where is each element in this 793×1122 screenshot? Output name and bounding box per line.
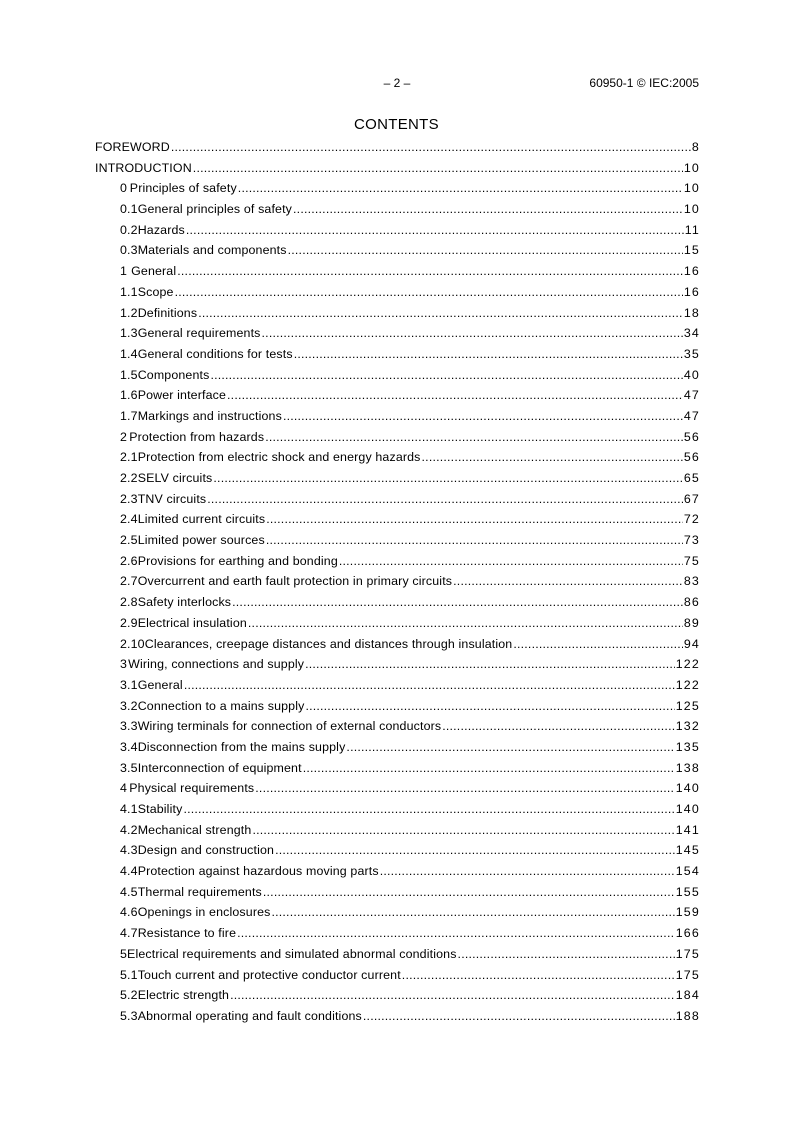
toc-entry-label: Provisions for earthing and bonding (137, 553, 338, 568)
toc-entry-number: 5 (120, 946, 128, 961)
toc-entry-number: 4.7 (120, 926, 138, 941)
toc-entry[interactable] (95, 758, 699, 779)
page-title: CONTENTS (354, 116, 439, 133)
toc-entry-number: 0.1 (120, 202, 138, 217)
dot-leader (422, 447, 683, 468)
toc-entry-label: Disconnection from the mains supply (137, 739, 346, 754)
toc-entry-label: Connection to a mains supply (137, 698, 305, 713)
toc-entry[interactable] (95, 282, 699, 303)
dot-leader (207, 489, 683, 510)
toc-entry[interactable] (95, 923, 699, 944)
toc-entry-page: 86 (683, 595, 700, 610)
dot-leader (213, 468, 682, 489)
toc-entry[interactable] (95, 489, 699, 510)
toc-entry[interactable] (95, 799, 699, 820)
toc-entry-page: 35 (683, 346, 700, 361)
toc-entry[interactable] (95, 344, 699, 365)
toc-entry[interactable] (95, 882, 699, 903)
toc-entry-page: 145 (675, 843, 700, 858)
toc-entry-page: 75 (683, 553, 700, 568)
dot-leader (305, 696, 674, 717)
toc-entry-page: 15 (683, 243, 700, 258)
toc-entry-label: Abnormal operating and fault conditions (137, 1008, 362, 1023)
toc-entry[interactable] (95, 820, 699, 841)
dot-leader (339, 551, 683, 572)
toc-entry-number: 2 (120, 429, 128, 444)
toc-entry-page: 166 (675, 926, 700, 941)
toc-entry-number: 2.5 (120, 533, 138, 548)
toc-entry-number: 2.4 (120, 512, 138, 527)
dot-leader (183, 799, 674, 820)
dot-leader (263, 882, 675, 903)
toc-entry-number: 2.7 (120, 574, 138, 589)
toc-entry-page: 56 (683, 429, 700, 444)
toc-entry-page: 11 (684, 222, 700, 237)
toc-entry-number: 2.9 (120, 615, 138, 630)
toc-entry-label: Protection from hazards (129, 429, 265, 444)
dot-leader (238, 178, 683, 199)
dot-leader (227, 385, 683, 406)
toc-entry-number: 0.2 (120, 222, 138, 237)
toc-entry-page: 56 (683, 450, 700, 465)
toc-entry-label: Materials and components (137, 243, 287, 258)
toc-entry-page: 65 (683, 471, 700, 485)
dot-leader (255, 778, 674, 799)
toc-entry-number: 1.1 (120, 284, 138, 299)
toc-entry[interactable] (95, 406, 699, 427)
toc-entry-number: 4.3 (120, 843, 138, 858)
toc-entry-label: INTRODUCTION (95, 160, 192, 175)
toc-entry-label: Overcurrent and earth fault protection in primary circuits (137, 574, 453, 589)
toc-entry-page: 140 (675, 781, 700, 796)
toc-entry-label: FOREWORD (95, 140, 170, 154)
toc-entry-page: 140 (675, 802, 700, 816)
toc-entry-label: Mechanical strength (137, 822, 252, 837)
toc-entry-number: 2.8 (120, 595, 138, 610)
toc-entry[interactable] (95, 427, 699, 448)
dot-leader (193, 158, 683, 179)
page-header (95, 76, 699, 94)
dot-leader (175, 282, 683, 303)
dot-leader (305, 654, 675, 675)
toc-entry-number: 3.5 (120, 760, 138, 775)
toc-entry-label: Stability (137, 802, 183, 816)
dot-leader (442, 716, 674, 737)
toc-entry-page: 34 (683, 326, 700, 341)
toc-entry[interactable] (95, 385, 699, 406)
toc-entry-number: 3 (120, 657, 128, 672)
toc-entry-label: General conditions for tests (137, 346, 293, 361)
toc-entry[interactable] (95, 158, 699, 179)
toc-entry[interactable] (95, 220, 699, 241)
toc-entry[interactable] (95, 902, 699, 923)
toc-entry-page: 83 (683, 574, 700, 589)
toc-entry-page: 16 (683, 264, 700, 279)
toc-entry[interactable] (95, 613, 699, 634)
toc-entry-number: 1.2 (120, 305, 138, 320)
toc-entry-page: 155 (675, 884, 700, 899)
toc-entry[interactable] (95, 571, 699, 592)
toc-entry-number: 1.3 (120, 326, 138, 341)
toc-entry[interactable] (95, 240, 699, 261)
toc-entry-label: Power interface (137, 388, 227, 403)
toc-entry-page: 135 (675, 739, 700, 754)
toc-entry-label: Interconnection of equipment (137, 760, 302, 775)
toc-entry-page: 89 (683, 615, 700, 630)
toc-entry[interactable] (95, 654, 699, 675)
toc-entry[interactable] (95, 551, 699, 572)
dot-leader (288, 240, 683, 261)
dot-leader (248, 613, 683, 634)
toc-entry-page: 138 (675, 760, 700, 775)
toc-entry-number: 2.1 (120, 450, 138, 465)
toc-entry[interactable] (95, 778, 699, 799)
toc-entry-number: 2.2 (120, 471, 138, 485)
toc-entry[interactable] (95, 1006, 699, 1027)
toc-entry-label: Resistance to fire (137, 926, 237, 941)
toc-entry[interactable] (95, 178, 699, 199)
dot-leader (198, 303, 683, 324)
dot-leader (513, 634, 682, 655)
toc-entry-label: Design and construction (137, 843, 275, 858)
toc-entry-number: 3.4 (120, 739, 138, 754)
toc-entry[interactable] (95, 323, 699, 344)
toc-entry-number: 1.6 (120, 388, 138, 403)
toc-entry-label: Electrical requirements and simulated abnormal conditions (127, 946, 457, 961)
toc-entry-number: 3.3 (120, 719, 138, 734)
toc-entry-label: Markings and instructions (137, 408, 282, 423)
toc-entry-page: 73 (683, 533, 700, 548)
toc-entry[interactable] (95, 716, 699, 737)
toc-entry-label: Hazards (137, 222, 185, 237)
toc-entry[interactable] (95, 468, 699, 489)
dot-leader (186, 220, 684, 241)
toc-entry-number: 4.4 (120, 864, 138, 879)
toc-entry-number: 0.3 (120, 243, 138, 258)
toc-entry-number: 2.10 (120, 636, 145, 651)
toc-entry[interactable] (95, 509, 699, 530)
toc-entry[interactable] (95, 634, 699, 655)
dot-leader (363, 1006, 675, 1027)
toc-entry-number: 1 (120, 264, 128, 279)
toc-entry-page: 10 (683, 202, 700, 217)
toc-entry-label: Electrical insulation (137, 615, 247, 630)
toc-entry[interactable] (95, 840, 699, 861)
toc-entry-page: 122 (675, 657, 700, 672)
toc-entry-label: General principles of safety (137, 202, 293, 217)
toc-entry-label: Limited power sources (137, 533, 265, 548)
toc-entry[interactable] (95, 944, 699, 965)
toc-entry-number: 4 (120, 781, 128, 796)
toc-entry-number: 5.3 (120, 1008, 138, 1023)
toc-entry-page: 67 (683, 491, 700, 506)
toc-entry-label: Wiring terminals for connection of external conductors (137, 719, 442, 734)
toc-entry-number: 1.5 (120, 367, 138, 382)
toc-entry-label: Physical requirements (129, 781, 255, 796)
toc-entry-page: 154 (675, 864, 700, 879)
dot-leader (275, 840, 675, 861)
dot-leader (184, 675, 675, 696)
toc-entry-number: 2.6 (120, 553, 138, 568)
toc-entry[interactable] (95, 965, 699, 986)
toc-entry-label: Safety interlocks (137, 595, 232, 610)
toc-entry[interactable] (95, 861, 699, 882)
toc-entry-page: 8 (691, 140, 700, 154)
toc-entry-page: 10 (683, 160, 700, 175)
toc-entry-number: 3.1 (120, 677, 138, 692)
page-number: – 2 – (383, 76, 411, 90)
toc-entry-page: 188 (675, 1008, 700, 1023)
toc-entry[interactable] (95, 303, 699, 324)
toc-entry-number: 0 (120, 181, 128, 196)
toc-entry-page: 72 (683, 512, 700, 527)
toc-entry[interactable] (95, 199, 699, 220)
dot-leader (210, 365, 682, 386)
dot-leader (271, 902, 674, 923)
toc-entry-number: 4.2 (120, 822, 138, 837)
toc-entry-label: General (137, 677, 183, 692)
toc-entry-page: 40 (683, 367, 700, 382)
toc-entry[interactable] (95, 530, 699, 551)
dot-leader (293, 199, 683, 220)
toc-entry-label: Touch current and protective conductor current (137, 967, 401, 982)
toc-entry-label: Wiring, connections and supply (128, 657, 305, 672)
toc-entry[interactable] (95, 447, 699, 468)
toc-entry-page: 16 (683, 284, 700, 299)
toc-entry-page: 10 (683, 181, 700, 196)
toc-entry-page: 159 (675, 905, 700, 920)
toc-entry-label: Scope (137, 284, 174, 299)
toc-entry[interactable] (95, 696, 699, 717)
toc-entry-page: 122 (675, 677, 700, 692)
dot-leader (283, 406, 683, 427)
toc-entry-page: 141 (675, 822, 700, 837)
toc-entry-label: Openings in enclosures (137, 905, 271, 920)
toc-entry[interactable] (95, 365, 699, 386)
dot-leader (266, 530, 683, 551)
toc-entry-page: 125 (675, 698, 700, 713)
toc-entry-label: Protection against hazardous moving parts (137, 864, 379, 879)
toc-entry-number: 1.4 (120, 346, 138, 361)
toc-entry-number: 4.6 (120, 905, 138, 920)
toc-entry[interactable] (95, 675, 699, 696)
toc-entry-page: 132 (675, 719, 700, 734)
toc-entry-page: 47 (683, 408, 700, 423)
standard-reference: 60950-1 © IEC:2005 (589, 76, 699, 90)
toc-entry-label: Clearances, creepage distances and distances through insulation (144, 636, 513, 651)
toc-entry-label: SELV circuits (137, 471, 213, 485)
toc-entry-label: General (131, 264, 177, 279)
dot-leader (266, 509, 683, 530)
toc-entry-label: Electric strength (137, 988, 230, 1003)
toc-entry[interactable] (95, 592, 699, 613)
dot-leader (252, 820, 674, 841)
dot-leader (237, 923, 675, 944)
dot-leader (303, 758, 675, 779)
toc-entry[interactable] (95, 137, 699, 158)
toc-entry[interactable] (95, 737, 699, 758)
toc-entry-page: 94 (683, 636, 700, 651)
toc-entry[interactable] (95, 985, 699, 1006)
dot-leader (230, 985, 675, 1006)
toc-entry-number: 3.2 (120, 698, 138, 713)
toc-entry-page: 175 (675, 967, 700, 982)
dot-leader (402, 965, 675, 986)
toc-entry-label: General requirements (137, 326, 261, 341)
toc-entry-page: 184 (675, 988, 700, 1003)
dot-leader (346, 737, 674, 758)
dot-leader (232, 592, 683, 613)
dot-leader (458, 944, 675, 965)
dot-leader (171, 137, 691, 158)
dot-leader (380, 861, 675, 882)
dot-leader (265, 427, 683, 448)
toc-entry-label: TNV circuits (137, 491, 207, 506)
toc-entry-page: 175 (675, 946, 700, 961)
toc-entry-number: 5.1 (120, 967, 138, 982)
dot-leader (262, 323, 683, 344)
dot-leader (177, 261, 683, 282)
toc-entry-number: 4.5 (120, 884, 138, 899)
toc-entry-number: 4.1 (120, 802, 138, 816)
toc-entry-label: Thermal requirements (137, 884, 262, 899)
dot-leader (294, 344, 683, 365)
toc-entry-label: Definitions (137, 305, 198, 320)
toc-entry-number: 5.2 (120, 988, 138, 1003)
dot-leader (453, 571, 683, 592)
toc-entry-page: 47 (683, 388, 700, 403)
toc-entry-label: Protection from electric shock and energy hazards (137, 450, 421, 465)
table-of-contents (95, 137, 699, 1027)
toc-entry-label: Components (137, 367, 210, 382)
toc-entry-page: 18 (683, 305, 700, 320)
toc-entry[interactable] (95, 261, 699, 282)
toc-entry-number: 2.3 (120, 491, 138, 506)
toc-entry-label: Principles of safety (129, 181, 237, 196)
toc-entry-number: 1.7 (120, 408, 138, 423)
toc-entry-label: Limited current circuits (137, 512, 266, 527)
